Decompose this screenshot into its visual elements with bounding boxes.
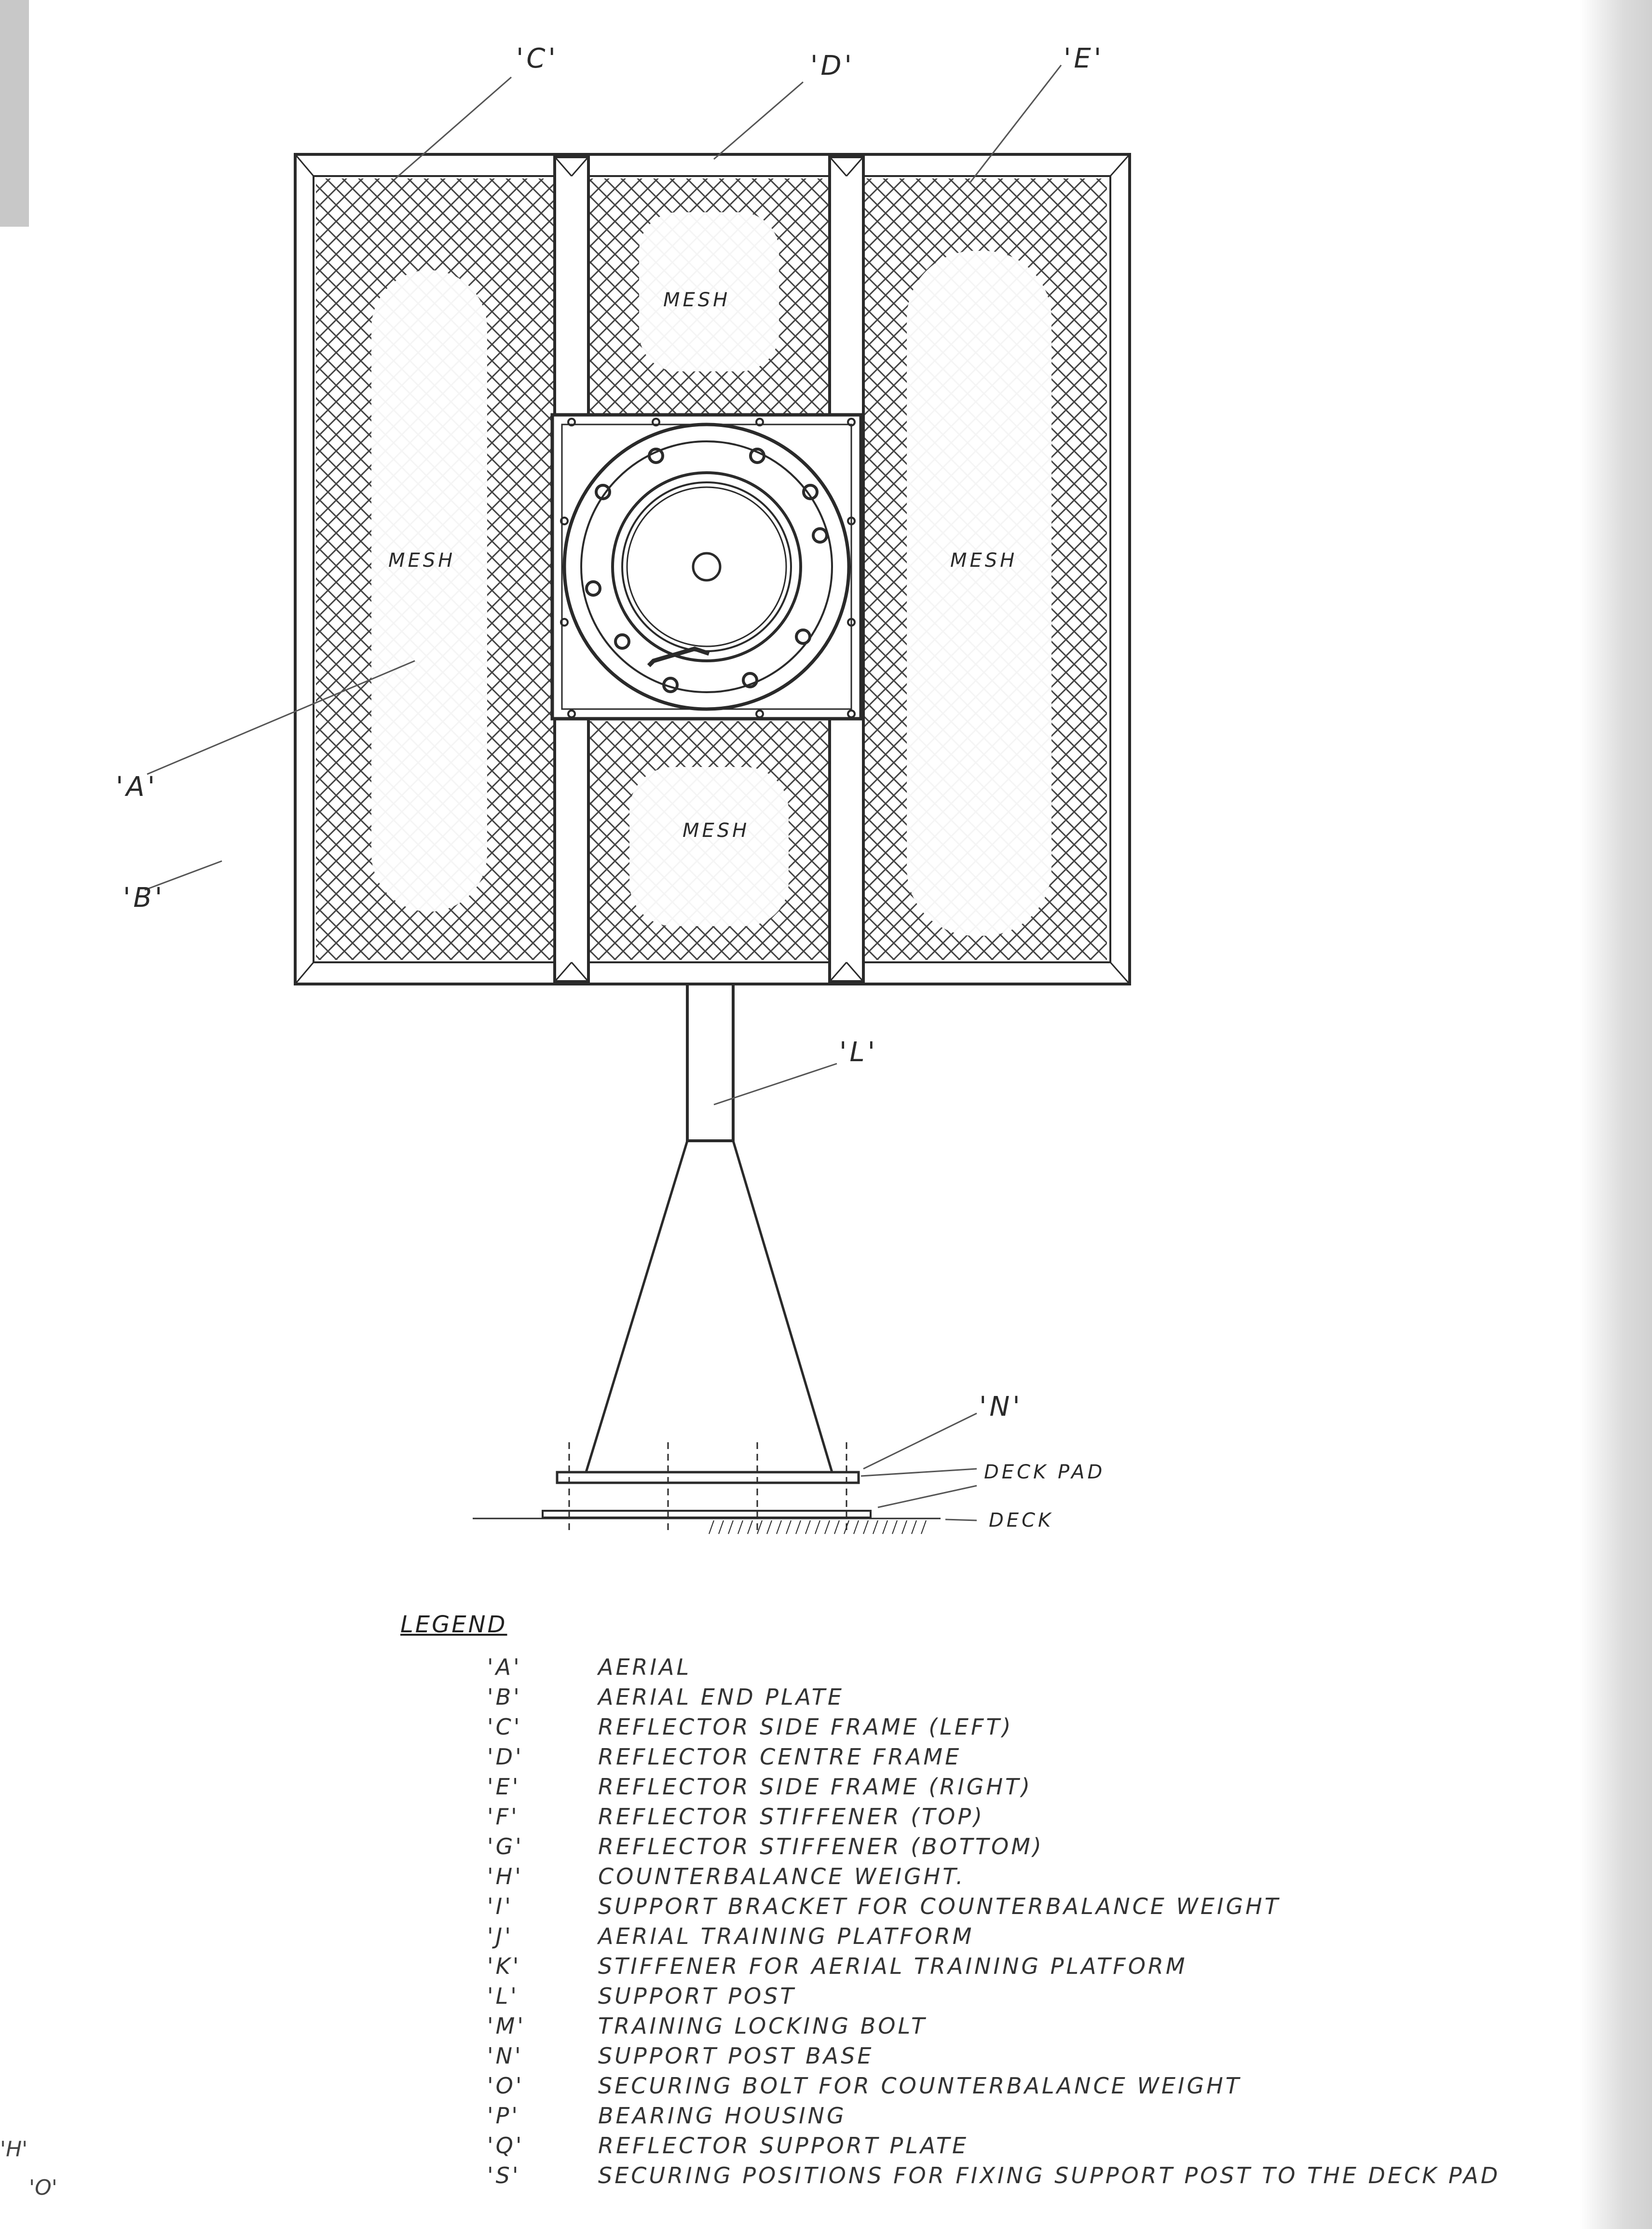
legend-desc: SECURING BOLT FOR COUNTERBALANCE WEIGHT — [598, 2073, 1242, 2099]
callout-n: 'N' — [979, 1391, 1023, 1422]
legend-desc: AERIAL — [598, 1654, 692, 1680]
legend-key: 'F' — [487, 1804, 519, 1830]
legend-key: 'A' — [487, 1654, 522, 1680]
legend-key: 'O' — [487, 2073, 524, 2099]
legend-key: 'N' — [487, 2043, 523, 2069]
legend-desc: BEARING HOUSING — [598, 2103, 846, 2129]
legend-row-m — [478, 2011, 1625, 2041]
support-post-base — [586, 1141, 832, 1472]
callout-l: 'L' — [839, 1037, 878, 1068]
legend-row-i — [478, 1891, 1625, 1921]
legend-row-a — [478, 1652, 1625, 1682]
legend-row-f — [478, 1802, 1625, 1832]
legend-desc: SUPPORT BRACKET FOR COUNTERBALANCE WEIGHT — [598, 1893, 1281, 1919]
legend-key: 'J' — [487, 1923, 513, 1949]
callout-e: 'E' — [1064, 43, 1105, 74]
legend-key: 'P' — [487, 2103, 520, 2129]
reflector-support-plate — [552, 415, 861, 719]
legend-row-k — [478, 1951, 1625, 1981]
legend-row-e — [478, 1772, 1625, 1802]
legend-key: 'Q' — [487, 2133, 524, 2159]
legend-row-l — [478, 1981, 1625, 2011]
reflector — [295, 154, 1130, 1534]
legend-desc: REFLECTOR SUPPORT PLATE — [598, 2133, 969, 2159]
callout-h: 'H' — [0, 2137, 28, 2161]
legend-key: 'K' — [487, 1953, 521, 1979]
legend-desc: AERIAL TRAINING PLATFORM — [598, 1923, 974, 1949]
legend-row-b — [478, 1682, 1625, 1712]
legend-desc: REFLECTOR STIFFENER (TOP) — [598, 1804, 985, 1830]
callout-d: 'D' — [810, 50, 855, 82]
legend-key: 'G' — [487, 1833, 524, 1860]
legend-desc: SUPPORT POST BASE — [598, 2043, 874, 2069]
legend — [478, 1652, 1625, 2190]
legend-row-s — [478, 2161, 1625, 2190]
mesh-label-right: MESH — [950, 549, 1018, 572]
deck-label: DECK — [989, 1509, 1054, 1532]
securing-positions — [569, 1442, 846, 1534]
legend-key: 'M' — [487, 2013, 526, 2039]
legend-desc: SUPPORT POST — [598, 1983, 796, 2009]
legend-row-j — [478, 1921, 1625, 1951]
legend-row-g — [478, 1832, 1625, 1861]
legend-desc: SECURING POSITIONS FOR FIXING SUPPORT POST TO THE DECK PAD — [598, 2162, 1501, 2188]
callout-c: 'C' — [516, 43, 559, 74]
mesh-label-left: MESH — [388, 549, 456, 572]
legend-row-c — [478, 1712, 1625, 1742]
legend-desc: REFLECTOR STIFFENER (BOTTOM) — [598, 1833, 1044, 1860]
callout-b: 'B' — [123, 882, 165, 914]
legend-row-o — [478, 2071, 1625, 2101]
legend-desc: COUNTERBALANCE WEIGHT. — [598, 1863, 966, 1889]
legend-key: 'B' — [487, 1684, 522, 1710]
legend-heading: LEGEND — [400, 1611, 507, 1638]
legend-desc: AERIAL END PLATE — [598, 1684, 844, 1710]
deck-hatching — [709, 1520, 926, 1534]
legend-key: 'D' — [487, 1744, 524, 1770]
callout-a: 'A' — [116, 771, 158, 803]
mesh-label-top: MESH — [663, 289, 731, 311]
support-post — [687, 984, 733, 1141]
legend-key: 'L' — [487, 1983, 519, 2009]
legend-row-p — [478, 2101, 1625, 2131]
legend-row-q — [478, 2131, 1625, 2161]
legend-key: 'E' — [487, 1774, 521, 1800]
deck-pad-label: DECK PAD — [984, 1461, 1106, 1483]
legend-row-d — [478, 1742, 1625, 1772]
legend-key: 'H' — [487, 1863, 523, 1889]
legend-desc: REFLECTOR SIDE FRAME (LEFT) — [598, 1714, 1013, 1740]
legend-key: 'S' — [487, 2162, 521, 2188]
legend-row-h — [478, 1861, 1625, 1891]
legend-desc: REFLECTOR SIDE FRAME (RIGHT) — [598, 1774, 1033, 1800]
legend-desc: REFLECTOR CENTRE FRAME — [598, 1744, 962, 1770]
legend-key: 'I' — [487, 1893, 513, 1919]
mesh-label-bottom: MESH — [683, 820, 750, 842]
legend-key: 'C' — [487, 1714, 522, 1740]
callout-o: 'O' — [29, 2175, 57, 2200]
legend-row-n — [478, 2041, 1625, 2071]
legend-desc: STIFFENER FOR AERIAL TRAINING PLATFORM — [598, 1953, 1188, 1979]
deck — [543, 1511, 871, 1518]
legend-desc: TRAINING LOCKING BOLT — [598, 2013, 928, 2039]
deck-pad — [557, 1472, 859, 1483]
